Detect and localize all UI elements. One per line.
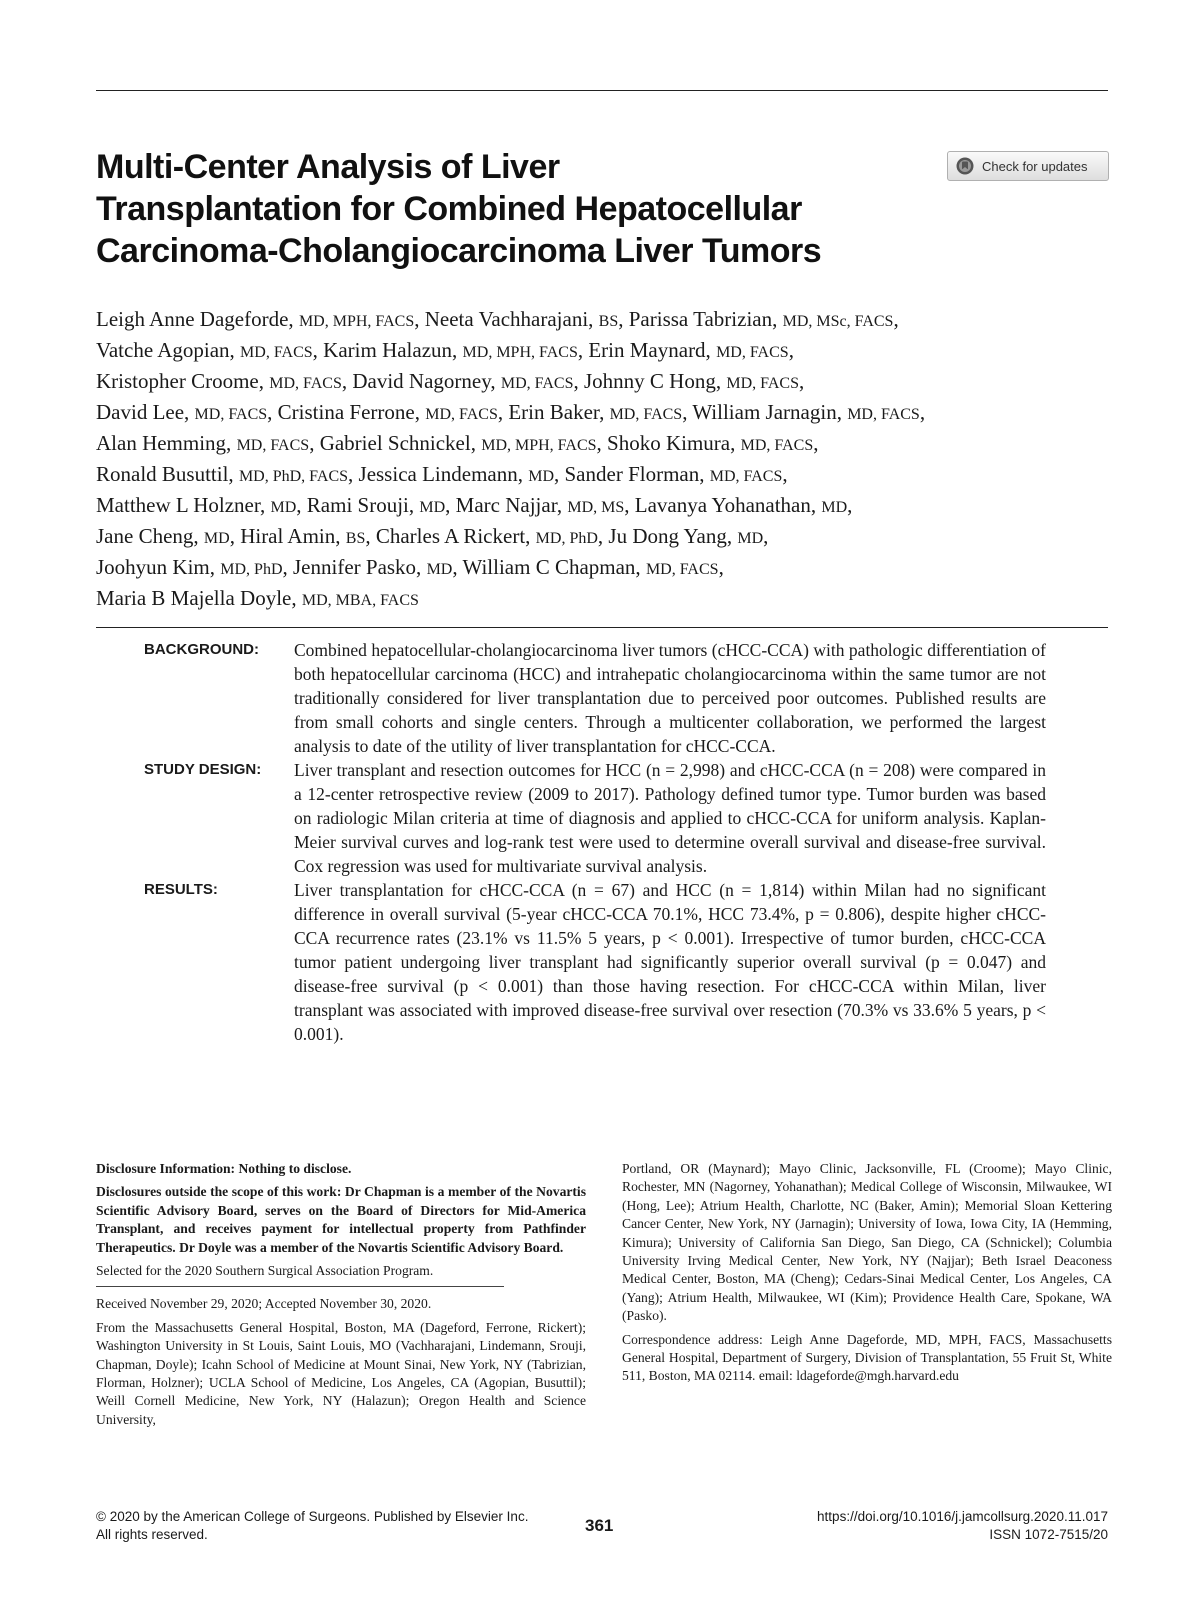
author-name: , Charles A Rickert, — [365, 524, 536, 548]
author-line — [96, 584, 1108, 615]
author-degrees: MD, FACS — [709, 468, 783, 485]
abstract-label: BACKGROUND: — [144, 641, 259, 658]
author-line — [96, 429, 1108, 460]
author-degrees: MD, PhD — [220, 561, 283, 578]
notes-rule — [96, 1286, 504, 1287]
author-degrees: MD — [821, 499, 848, 516]
author-name: , Cristina Ferrone, — [267, 400, 426, 424]
author-degrees: MD, FACS — [847, 406, 920, 423]
author-name: , David Nagorney, — [341, 369, 501, 393]
author-degrees: MD, MPH, FACS — [462, 344, 578, 361]
author-name: , — [847, 493, 853, 517]
title-line: Transplantation for Combined Hepatocellular — [96, 190, 802, 228]
author-line — [96, 491, 1108, 522]
footer-copyright — [96, 1508, 528, 1544]
author-degrees: MD — [528, 468, 554, 485]
author-name: , Erin Maynard, — [577, 338, 717, 362]
author-name: , Jennifer Pasko, — [282, 555, 427, 579]
title-line: Carcinoma-Cholangiocarcinoma Liver Tumors — [96, 232, 822, 270]
author-name: , Jessica Lindemann, — [348, 462, 529, 486]
author-line — [96, 553, 1108, 584]
check-for-updates-button[interactable] — [947, 151, 1109, 181]
author-name: , Karim Halazun, — [312, 338, 463, 362]
disclosure-information: Disclosure Information: Nothing to disclose. — [96, 1161, 352, 1176]
abstract-results — [96, 878, 1108, 1046]
author-name: , Marc Najjar, — [445, 493, 568, 517]
author-name: , Sander Florman, — [554, 462, 710, 486]
author-degrees: MD — [419, 499, 446, 516]
affiliations-start: From the Massachusetts General Hospital, Boston, MA (Dageford, Ferrone, Rickert); Washington University in St Louis, Saint Louis, MO (Vachharajani, Lindemann, Srouji, Chapman, Doyle); Icahn School of Medicine at Mount Sinai, New York, NY (Tabrizian, Florman, Holzner); UCLA School of Medicine, Los Angeles, CA (Agopian, Busuttil); Weill Cornell Medicine, New York, NY (Halazun); Oregon Health and Science University, — [96, 1319, 586, 1427]
author-degrees: MD, MSc, FACS — [782, 313, 894, 330]
author-degrees: MD, FACS — [236, 437, 310, 454]
author-name: , Lavanya Yohanathan, — [624, 493, 822, 517]
author-name: Matthew L Holzner, — [96, 493, 271, 517]
abstract-rule — [96, 627, 1108, 628]
author-degrees: MD, FACS — [194, 406, 268, 423]
author-name: , Hiral Amin, — [229, 524, 346, 548]
author-line — [96, 522, 1108, 553]
author-name: Ronald Busuttil, — [96, 462, 239, 486]
abstract-study-design — [96, 758, 1108, 878]
header-rule — [96, 90, 1108, 91]
abstract-label: RESULTS: — [144, 881, 218, 898]
author-degrees: MD — [203, 530, 230, 547]
abstract-text: Liver transplantation for cHCC-CCA (n = 67) and HCC (n = 1,814) within Milan had no significant difference in overall survival (5-year cHCC-CCA 70.1%, HCC 73.4%, p = 0.806), despite higher cHCC-CCA recurrence rates (23.1% vs 11.5% 5 years, p < 0.001). Irrespective of tumor burden, cHCC-CCA tumor patient undergoing liver transplant had significantly superior overall survival (p = 0.047) and disease-free survival (p < 0.001) than those having resection. For cHCC-CCA within Milan, liver transplant was associated with improved disease-free survival over resection (70.3% vs 33.6% 5 years, p < 0.001). — [294, 880, 1046, 1044]
author-name: Joohyun Kim, — [96, 555, 221, 579]
author-degrees: MD, PhD, FACS — [238, 468, 349, 485]
author-degrees: BS — [598, 313, 619, 330]
crossmark-icon — [956, 157, 974, 175]
footer-identifiers — [817, 1508, 1108, 1544]
title-line: Multi-Center Analysis of Liver — [96, 148, 560, 186]
author-name: Leigh Anne Dageforde, — [96, 307, 299, 331]
author-line — [96, 398, 1108, 429]
author-name: Vatche Agopian, — [96, 338, 241, 362]
author-name: Alan Hemming, — [96, 431, 237, 455]
author-line — [96, 305, 1108, 336]
abstract-text: Combined hepatocellular-cholangiocarcinoma liver tumors (cHCC-CCA) with pathologic differentiation of both hepatocellular carcinoma (HCC) and intrahepatic cholangiocarcinoma within the same tumor are not traditionally considered for liver transplantation due to perceived poor outcomes. Published results are from small cohorts and single centers. Through a multicenter collaboration, we performed the largest analysis to date of the utility of liver transplantation for cHCC-CCA. — [294, 640, 1046, 756]
author-name: Jane Cheng, — [96, 524, 204, 548]
author-name: David Lee, — [96, 400, 195, 424]
author-name: , — [782, 462, 788, 486]
author-degrees: MD, MBA, FACS — [301, 592, 419, 609]
author-name: , Erin Baker, — [497, 400, 610, 424]
author-degrees: MD, FACS — [726, 375, 799, 392]
author-degrees: MD, FACS — [716, 344, 789, 361]
author-name: , Gabriel Schnickel, — [309, 431, 482, 455]
author-degrees: MD, FACS — [240, 344, 313, 361]
author-name: , — [763, 524, 769, 548]
copyright-text: © 2020 by the American College of Surgeons. Published by Elsevier Inc. — [96, 1509, 529, 1524]
article-title — [96, 146, 916, 272]
correspondence-address: Correspondence address: Leigh Anne Dageforde, MD, MPH, FACS, Massachusetts General Hospital, Department of Surgery, Division of Transplantation, 55 Fruit St, White 511, Boston, MA 02114. email: ldageforde@mgh.harvard.edu — [622, 1331, 1112, 1384]
author-degrees: MD, FACS — [609, 406, 683, 423]
author-name: , — [798, 369, 805, 393]
notes-right-column — [622, 1160, 1112, 1391]
selected-note: Selected for the 2020 Southern Surgical Association Program. — [96, 1263, 434, 1279]
received-dates: Received November 29, 2020; Accepted November 30, 2020. — [96, 1296, 432, 1312]
author-name: , — [893, 307, 899, 331]
author-degrees: MD, PhD — [535, 530, 598, 547]
author-name: , Rami Srouji, — [296, 493, 420, 517]
author-line — [96, 336, 1108, 367]
rights-text: All rights reserved. — [96, 1527, 208, 1542]
author-degrees: MD — [426, 561, 453, 578]
author-degrees: MD, FACS — [740, 437, 814, 454]
author-name: , William C Chapman, — [452, 555, 646, 579]
author-degrees: MD — [737, 530, 764, 547]
author-line — [96, 367, 1108, 398]
author-name: , Ju Dong Yang, — [597, 524, 738, 548]
author-list — [96, 305, 1108, 615]
page-number: 361 — [585, 1516, 614, 1535]
author-name: , Johnny C Hong, — [573, 369, 727, 393]
author-name: , William Jarnagin, — [682, 400, 848, 424]
abstract — [96, 638, 1108, 1046]
author-name: , — [813, 431, 819, 455]
abstract-text: Liver transplant and resection outcomes for HCC (n = 2,998) and cHCC-CCA (n = 208) were compared in a 12-center retrospective review (2009 to 2017). Pathology defined tumor type. Tumor burden was based on radiologic Milan criteria at time of diagnosis and applied to cHCC-CCA for uniform analysis. Kaplan-Meier survival curves and log-rank test were used to determine overall survival and disease-free survival. Cox regression was used for multivariate survival analysis. — [294, 760, 1046, 876]
author-name: , Neeta Vachharajani, — [414, 307, 599, 331]
abstract-label: STUDY DESIGN: — [144, 761, 262, 778]
author-degrees: MD, FACS — [269, 375, 342, 392]
author-name: Kristopher Croome, — [96, 369, 270, 393]
author-name: Maria B Majella Doyle, — [96, 586, 302, 610]
author-name: , — [919, 400, 926, 424]
author-line — [96, 460, 1108, 491]
author-degrees: MD, MPH, FACS — [481, 437, 597, 454]
author-name: , — [718, 555, 724, 579]
doi-link[interactable]: https://doi.org/10.1016/j.jamcollsurg.2020.11.017 — [817, 1509, 1108, 1524]
abstract-background — [96, 638, 1108, 758]
author-degrees: MD, MPH, FACS — [298, 313, 415, 330]
disclosure-outside-scope: Disclosures outside the scope of this work: Dr Chapman is a member of the Novartis Scientific Advisory Board, serves on the Board of Directors for Mid-America Transplant, and receives payment for intellectual property from Pathfinder Therapeutics. Dr Doyle was a member of the Novartis Scientific Advisory Board. — [96, 1184, 586, 1255]
issn-text: ISSN 1072-7515/20 — [989, 1527, 1108, 1542]
author-name: , Parissa Tabrizian, — [618, 307, 783, 331]
author-degrees: MD, MS — [567, 499, 625, 516]
notes-left-column — [96, 1160, 586, 1434]
author-degrees: MD, FACS — [425, 406, 498, 423]
check-for-updates-label: Check for updates — [982, 158, 1088, 174]
author-degrees: MD, FACS — [500, 375, 574, 392]
author-name: , — [788, 338, 794, 362]
author-degrees: BS — [345, 530, 366, 547]
author-name: , Shoko Kimura, — [596, 431, 741, 455]
author-degrees: MD, FACS — [645, 561, 719, 578]
author-degrees: MD — [270, 499, 297, 516]
affiliations-continued: Portland, OR (Maynard); Mayo Clinic, Jacksonville, FL (Croome); Mayo Clinic, Rochester, MN (Nagorney, Yohanathan); Medical College of Wisconsin, Milwaukee, WI (Hong, Lee); Atrium Health, Charlotte, NC (Baker, Amin); Memorial Sloan Kettering Cancer Center, New York, NY (Jarnagin); University of Iowa, Iowa City, IA (Hemming, Kimura); University of California San Diego, San Diego, CA (Schnickel); Columbia University Irving Medical Center, New York, NY (Najjar); Beth Israel Deaconess Medical Center, Boston, MA (Cheng); Cedars-Sinai Medical Center, Los Angeles, CA (Yang); Atrium Health, Milwaukee, WI (Kim); Providence Health Care, Spokane, WA (Pasko). — [622, 1161, 1112, 1324]
